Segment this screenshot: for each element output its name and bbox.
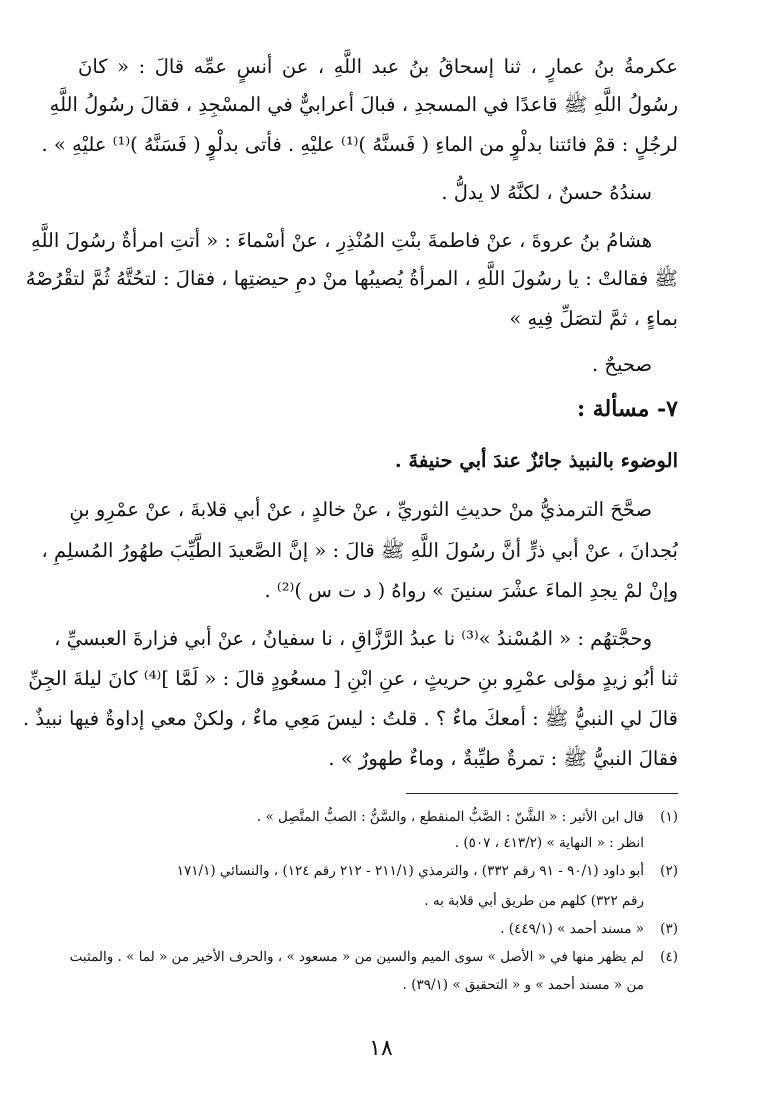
body-line: ثنا أبُو زيدٍ مؤلى عمْرِو بنِ حريثٍ ، عنِ ابْنِ [ مسعُودٍ قالَ : « لَمَّا ]⁽⁴⁾ كانَ ليلةَ الجِنِّ	[28, 667, 678, 690]
body-line: بُجدانَ ، عنْ أبي ذرٍّ أنَّ رسُولَ اللَّهِ ﷺ قالَ : « إنَّ الصَّعيدَ الطَّيِّبَ طهُورُ المُسلِمِ ،	[41, 539, 678, 562]
footnote-1	[78, 806, 678, 828]
footnote-number: (٣)	[660, 921, 678, 937]
footnote-2	[78, 860, 678, 882]
body-line: لرجُلٍ : قمْ فائتنا بدلْوٍ من الماءِ ( فَسنَّهُ )⁽¹⁾ عليْهِ . فأتى بدلْوٍ ( فَسَنَّهُ )⁽¹⁾ عليْهِ » .	[41, 133, 678, 156]
hadith-grade: صحيحٌ .	[591, 353, 652, 376]
footnote-4-continued: من « مسند أحمد » و « التحقيق » (٣٩/١) .	[402, 977, 644, 993]
body-line: ﷺ فقالتْ : يا رسُولَ اللَّهِ ، المرأةُ يُصيبُها منْ دمِ حيضتِها ، فقالَ : لتحُتَّهُ ثُمَّ لتقْرُصْهُ	[25, 267, 678, 290]
page-number: ١٨	[369, 1036, 393, 1061]
footnote-2-continued: رقم ٣٢٢) كلهم من طريق أبي قلابة به .	[424, 893, 644, 909]
footnote-number: (١)	[660, 809, 678, 825]
footnote-text: « مسند أحمد » (٤٤٩/١) .	[500, 921, 644, 937]
footnote-separator	[406, 793, 678, 794]
footnote-text: لم يظهر منها في « الأصل » سوى الميم والسين من « مسعود » ، والحرف الأخير من « لما » . والمثبت	[69, 949, 644, 965]
footnote-text: أبو داود (٩٠/١ - ٩١ رقم ٣٣٢) ، والترمذي (٢١١/١ - ٢١٢ رقم ١٢٤) ، والنسائي (١٧١/١	[176, 863, 644, 879]
footnote-number: (٤)	[660, 949, 678, 965]
footnote-text: قال ابن الأثير : « الشَّنّ : الصَّبُّ المنقطع ، والسَّنُّ : الصبُّ المتَّصِل » .	[256, 809, 644, 825]
body-line: عكرمةُ بنُ عمارٍ ، ثنا إسحاقُ بنُ عبد اللَّهِ ، عن أنسٍ عمِّه قالَ : « كانَ	[78, 55, 678, 78]
issue-heading: ٧- مسألة :	[576, 396, 678, 422]
body-line: صحَّحَ الترمذيُّ منْ حديثِ الثوريِّ ، عنْ خالدٍ ، عنْ أبي قلابةَ ، عنْ عمْرِو بنِ	[69, 498, 652, 521]
body-line: فقالَ النبيُّ ﷺ : تمرةٌ طيِّبةٌ ، وماءٌ طهورٌ » .	[328, 747, 678, 770]
footnote-4	[69, 946, 678, 968]
body-line: قالَ لي النبيُّ ﷺ : أمعكَ ماءٌ ؟ . قلتُ : ليسَ مَعِي ماءٌ ، ولكنْ معي إداوةٌ فيها نبيذٌ .	[22, 707, 678, 730]
body-line: وحجَّتهُم : « المُسْندُ »⁽³⁾ نا عبدُ الرَّزَّاقِ ، نا سفيانُ ، عنْ أبي فزارةَ العبسيِّ ،	[54, 627, 652, 650]
body-line: هشامُ بنُ عروةَ ، عنْ فاطمةَ بنْتِ المُنْذِرِ ، عنْ أسْماءَ : « أتتِ امرأةٌ رسُولَ اللَّهِ	[30, 229, 652, 252]
footnote-1-continued: انظر : « النهاية » (٤١٣/٢ ، ٥٠٧) .	[454, 835, 644, 851]
hadith-grade: سندُهُ حسنٌ ، لكنَّهُ لا يدلُّ .	[441, 181, 652, 204]
footnote-3	[78, 918, 678, 940]
body-line: بماءٍ ، ثمَّ لتصَلِّ فِيهِ »	[509, 307, 678, 330]
footnote-number: (٢)	[660, 863, 678, 879]
issue-statement: الوضوء بالنبيذ جائزٌ عندَ أبي حنيفةَ .	[394, 449, 678, 472]
body-line: رسُولُ اللَّهِ ﷺ قاعدًا في المسجدِ ، فبالَ أعرابيٌّ في المسْجِدِ ، فقالَ رسُولُ اللَّهِ	[49, 93, 678, 116]
body-line: وإنْ لمْ يجدِ الماءَ عشْرَ سنينَ » رواهُ ( د ت س )⁽²⁾ .	[264, 579, 678, 602]
